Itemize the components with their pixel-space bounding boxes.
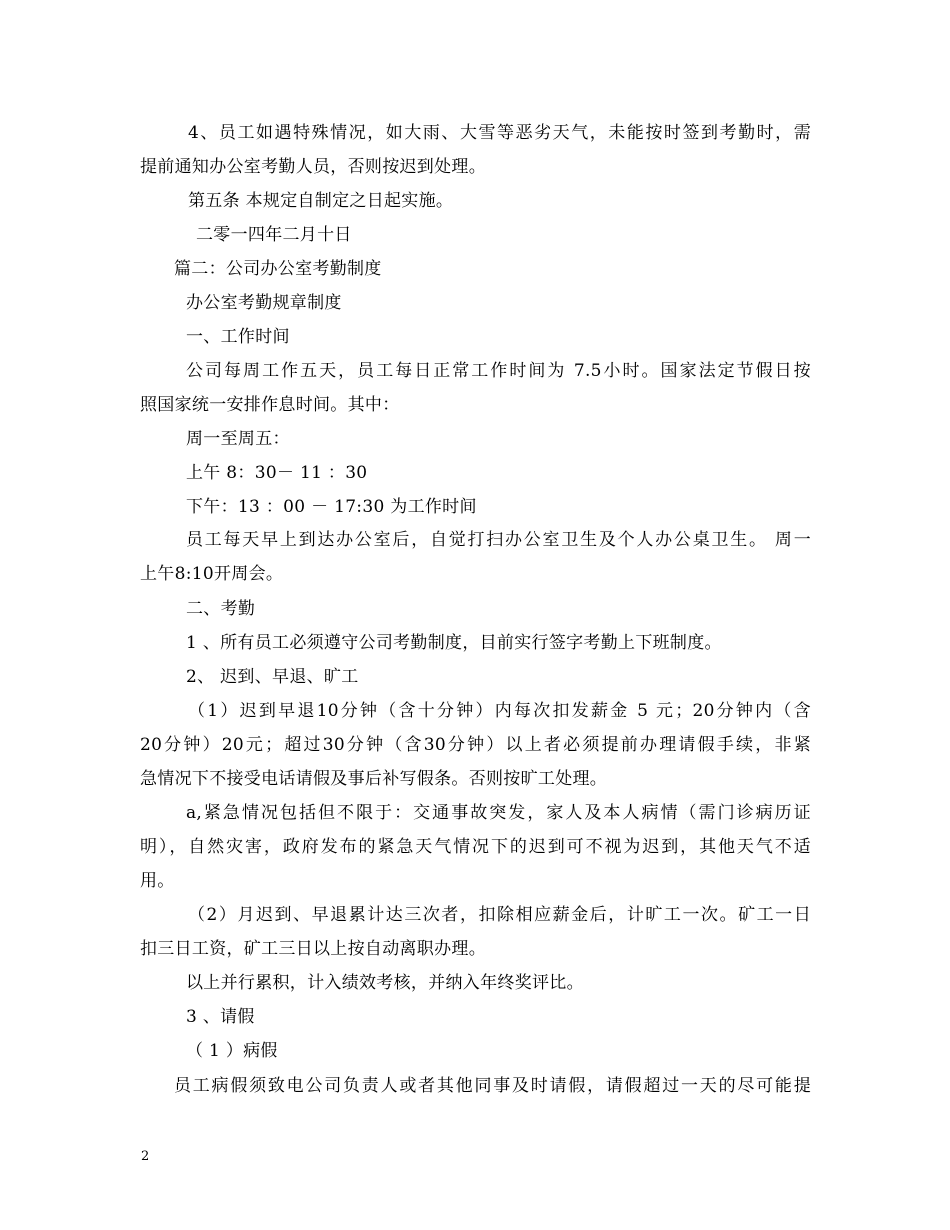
text-line-14: 上午8:10开周会。 <box>140 564 284 584</box>
text-line-12: 下午：13 ：00 － 17:30 为工作时间 <box>186 497 477 517</box>
text-line-16: 1 、所有员工必须遵守公司考勤制度，目前实行签字考勤上下班制度。 <box>186 633 722 653</box>
text-line-17: 2、 迟到、早退、旷工 <box>186 667 359 687</box>
text-line-6: 办公室考勤规章制度 <box>186 293 342 313</box>
text-line-24: （2）月迟到、早退累计达三次者，扣除相应薪金后，计旷工一次。矿工一日 <box>188 905 811 925</box>
text-line-22: 明），自然灾害，政府发布的紧急天气情况下的迟到可不视为迟到，其他天气不适 <box>140 837 811 857</box>
text-line-7: 一、工作时间 <box>186 327 290 347</box>
text-line-20: 急情况下不接受电话请假及事后补写假条。否则按旷工处理。 <box>140 769 608 789</box>
text-line-28: （ 1 ）病假 <box>186 1041 278 1061</box>
text-line-10: 周一至周五： <box>186 429 290 449</box>
text-line-19: 20分钟）20元；超过30分钟（含30分钟）以上者必须提前办理请假手续，非紧 <box>140 735 811 755</box>
text-line-25: 扣三日工资，矿工三日以上按自动离职办理。 <box>140 939 486 959</box>
text-line-8: 公司每周工作五天，员工每日正常工作时间为 7.5小时。国家法定节假日按 <box>186 361 811 381</box>
text-line-18: （1）迟到早退10分钟（含十分钟）内每次扣发薪金 5 元；20分钟内（含 <box>188 701 811 721</box>
page-number: 2 <box>141 1149 150 1164</box>
text-line-15: 二、考勤 <box>186 599 256 619</box>
text-line-13: 员工每天早上到达办公室后，自觉打扫办公室卫生及个人办公桌卫生。 周一 <box>186 530 811 550</box>
text-line-1: 4、员工如遇特殊情况，如大雨、大雪等恶劣天气，未能按时签到考勤时，需 <box>188 123 811 143</box>
text-line-23: 用。 <box>140 871 175 891</box>
text-line-26: 以上并行累积，计入绩效考核，并纳入年终奖评比。 <box>186 973 584 993</box>
text-line-11: 上午 8：30－ 11 ：30 <box>186 463 368 483</box>
text-line-5: 篇二：公司办公室考勤制度 <box>174 259 382 279</box>
text-line-27: 3 、请假 <box>186 1007 255 1027</box>
text-line-21: a,紧急情况包括但不限于：交通事故突发，家人及本人病情（需门诊病历证 <box>186 803 811 823</box>
text-line-2: 提前通知办公室考勤人员，否则按迟到处理。 <box>140 157 486 177</box>
text-line-4: 二零一四年二月十日 <box>196 225 352 245</box>
text-line-3: 第五条 本规定自制定之日起实施。 <box>188 191 454 211</box>
text-line-29: 员工病假须致电公司负责人或者其他同事及时请假，请假超过一天的尽可能提 <box>174 1076 811 1096</box>
text-line-9: 照国家统一安排作息时间。其中： <box>140 395 400 415</box>
